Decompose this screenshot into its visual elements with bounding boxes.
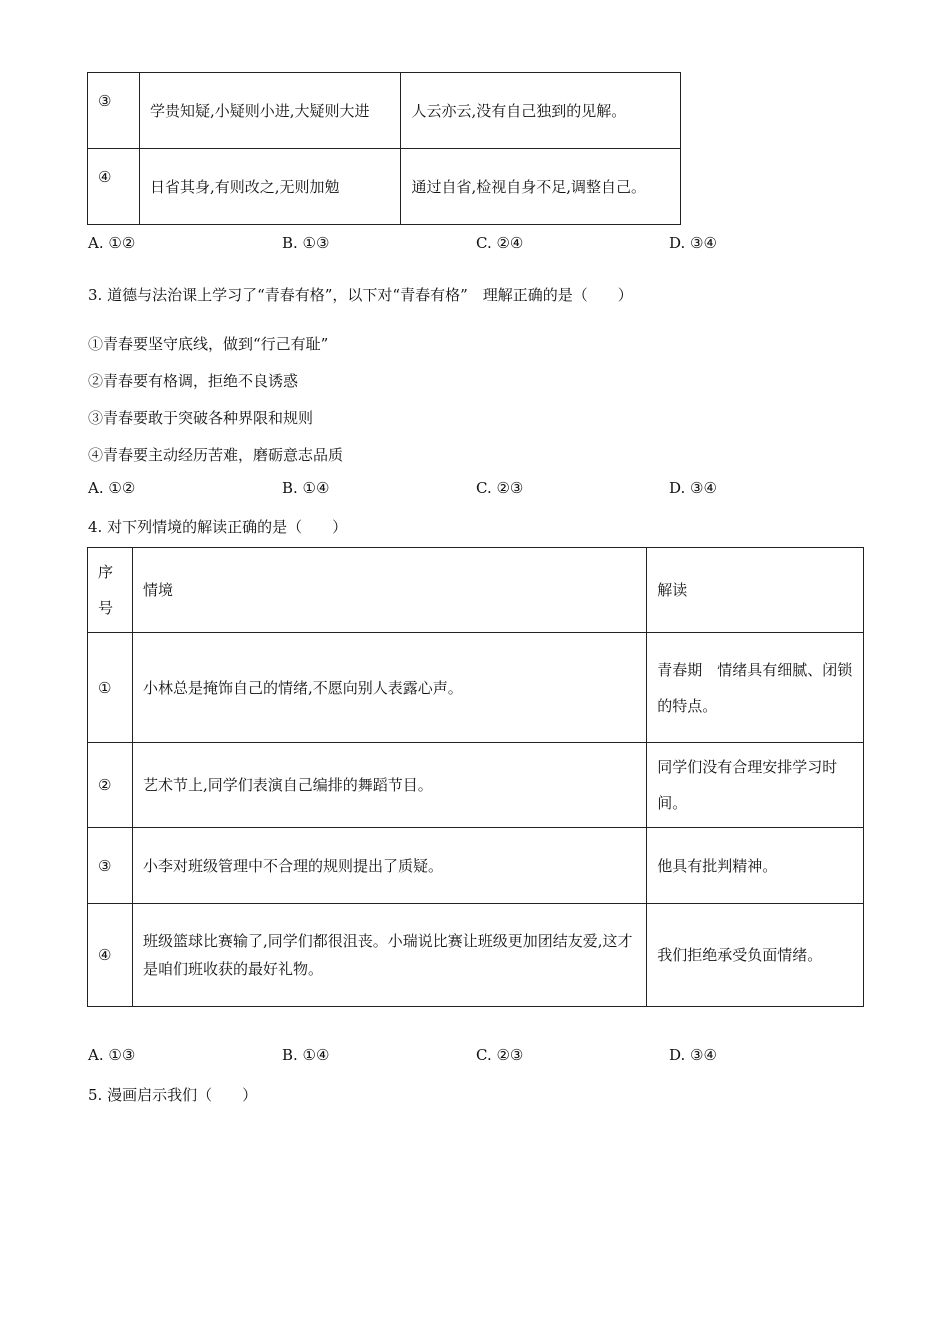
statement-item: ③青春要敢于突破各种界限和规则 xyxy=(88,409,314,427)
option-d[interactable]: D. ③④ xyxy=(669,479,717,497)
option-c[interactable]: C. ②④ xyxy=(476,234,524,252)
option-d[interactable]: D. ③④ xyxy=(669,1046,717,1064)
question-5-stem: 5. 漫画启示我们（ ） xyxy=(88,1086,258,1104)
option-c[interactable]: C. ②③ xyxy=(476,479,524,497)
option-a[interactable]: A. ①② xyxy=(88,234,136,252)
option-d[interactable]: D. ③④ xyxy=(669,234,717,252)
situation-cell: 艺术节上,同学们表演自己编排的舞蹈节目。 xyxy=(132,743,646,828)
quote-cell: 学贵知疑,小疑则小进,大疑则大进 xyxy=(139,73,401,149)
statement-item: ①青春要坚守底线，做到“行己有耻” xyxy=(88,335,329,353)
question-4-stem: 4. 对下列情境的解读正确的是（ ） xyxy=(88,518,348,536)
row-number: ② xyxy=(88,743,133,828)
situation-cell: 班级篮球比赛输了,同学们都很沮丧。小瑞说比赛让班级更加团结友爱,这才是咱们班收获的最好礼物。 xyxy=(132,904,646,1007)
explain-cell: 人云亦云,没有自己独到的见解。 xyxy=(401,73,681,149)
option-a[interactable]: A. ①② xyxy=(88,479,136,497)
option-b[interactable]: B. ①③ xyxy=(282,234,330,252)
option-b[interactable]: B. ①④ xyxy=(282,479,330,497)
table-row xyxy=(88,743,864,828)
row-number: ① xyxy=(88,633,133,743)
table-row xyxy=(88,633,864,743)
table-row xyxy=(88,904,864,1007)
row-number: ③ xyxy=(88,828,133,904)
table-q4 xyxy=(87,547,864,1007)
table-row xyxy=(88,73,681,149)
row-number: ④ xyxy=(88,904,133,1007)
table-header-row xyxy=(88,548,864,633)
statement-item: ④青春要主动经历苦难，磨砺意志品质 xyxy=(88,446,344,464)
row-number: ③ xyxy=(88,73,140,149)
row-number: ④ xyxy=(88,149,140,225)
question-3-stem: 3. 道德与法治课上学习了“青春有格”，以下对“青春有格” 理解正确的是（ ） xyxy=(88,286,633,304)
option-c[interactable]: C. ②③ xyxy=(476,1046,524,1064)
explain-cell: 同学们没有合理安排学习时间。 xyxy=(647,743,864,828)
table-row xyxy=(88,828,864,904)
header-situation: 情境 xyxy=(132,548,646,633)
explain-cell: 我们拒绝承受负面情绪。 xyxy=(647,904,864,1007)
statement-item: ②青春要有格调，拒绝不良诱惑 xyxy=(88,372,299,390)
explain-cell: 他具有批判精神。 xyxy=(647,828,864,904)
explain-cell: 青春期 情绪具有细腻、闭锁的特点。 xyxy=(647,633,864,743)
situation-cell: 小李对班级管理中不合理的规则提出了质疑。 xyxy=(132,828,646,904)
explain-cell: 通过自省,检视自身不足,调整自己。 xyxy=(401,149,681,225)
table-row xyxy=(88,149,681,225)
header-explain: 解读 xyxy=(647,548,864,633)
option-b[interactable]: B. ①④ xyxy=(282,1046,330,1064)
option-a[interactable]: A. ①③ xyxy=(88,1046,136,1064)
header-number: 序号 xyxy=(88,548,133,633)
quote-cell: 日省其身,有则改之,无则加勉 xyxy=(139,149,401,225)
situation-cell: 小林总是掩饰自己的情绪,不愿向别人表露心声。 xyxy=(132,633,646,743)
table-q2 xyxy=(87,72,681,225)
